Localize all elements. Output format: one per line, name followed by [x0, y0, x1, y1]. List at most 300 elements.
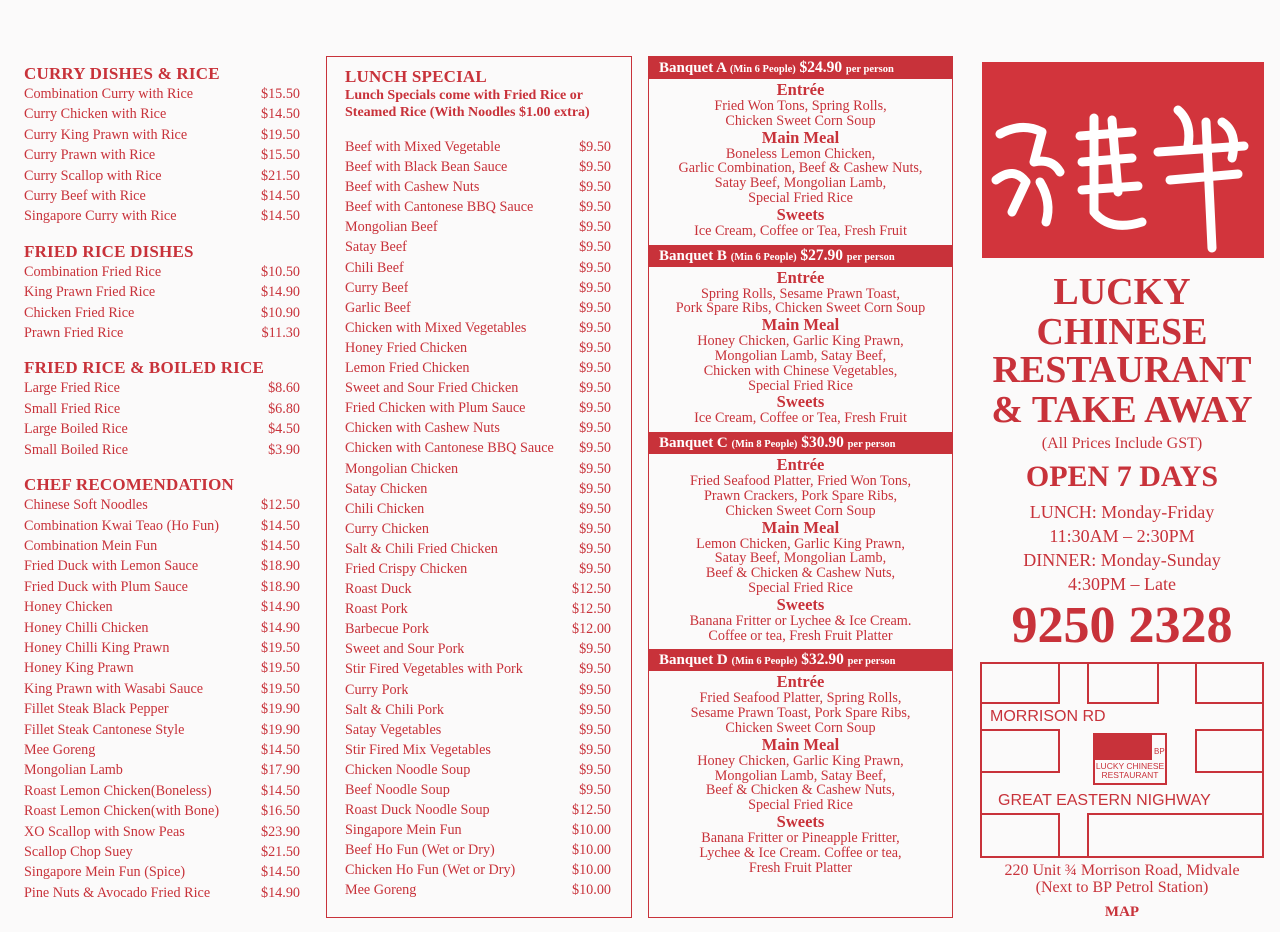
menu-item	[345, 217, 631, 237]
menu-item	[345, 418, 631, 438]
menu-item-name: Beef with Mixed Vegetable	[345, 139, 501, 155]
menu-item-price: $14.50	[260, 188, 300, 205]
menu-item	[345, 639, 631, 659]
menu-item-name: Curry Prawn with Rice	[24, 147, 156, 164]
banquet-course-title: Main Meal	[761, 127, 840, 147]
menu-item-price: $12.00	[571, 621, 611, 638]
menu-item	[24, 104, 300, 124]
banquet-price: $32.90	[801, 651, 844, 669]
menu-item-price: $9.50	[579, 540, 611, 557]
menu-item-price: $12.50	[571, 581, 611, 598]
menu-item-name: Curry Pork	[345, 681, 409, 698]
menu-item-name: Pine Nuts & Avocado Fried Rice	[24, 884, 211, 901]
menu-item	[24, 323, 300, 343]
banquet-course-line: Sesame Prawn Toast, Pork Spare Ribs,	[690, 705, 911, 722]
menu-item-price: $9.50	[579, 179, 611, 196]
banquet-course-title: Main Meal	[761, 315, 840, 335]
banquet-course-line: Boneless Lemon Chicken,	[725, 145, 876, 162]
menu-item	[345, 479, 631, 499]
lunch-hours: LUNCH: Monday-Friday	[1029, 502, 1215, 522]
menu-item-price: $19.50	[260, 126, 300, 143]
menu-item-name: Stir Fired Vegetables with Pork	[345, 661, 523, 678]
section-title: CHEF RECOMENDATION	[24, 475, 234, 495]
banquet-course-line: Fried Won Tons, Spring Rolls,	[714, 98, 887, 114]
menu-item-price: $9.50	[579, 560, 611, 577]
menu-item-name: Chicken with Cashew Nuts	[345, 420, 500, 437]
menu-item-name: Chili Beef	[345, 259, 404, 276]
banquet-box	[648, 56, 953, 918]
menu-item-price: $9.50	[579, 761, 611, 778]
menu-item	[345, 680, 631, 700]
menu-item	[345, 197, 631, 217]
banquet-section	[649, 57, 952, 245]
banquet-course-line: Coffee or tea, Fresh Fruit Platter	[708, 627, 893, 644]
menu-item-price: $19.50	[260, 680, 300, 697]
menu-item-name: Honey Chilli King Prawn	[24, 639, 170, 656]
banquet-min: (Min 8 People)	[731, 439, 798, 451]
banquet-body	[649, 671, 952, 881]
menu-item-name: Honey Fried Chicken	[345, 339, 468, 356]
menu-item-price: $10.00	[571, 882, 611, 899]
menu-item-name: Scallop Chop Suey	[24, 844, 133, 860]
menu-item-price: $14.90	[260, 599, 300, 616]
lunch-subtitle-line: Steamed Rice (With Noodles $1.00 extra)	[345, 105, 590, 120]
banquet-header	[649, 649, 952, 671]
banquet-course-title: Sweets	[776, 811, 825, 831]
menu-item-name: Beef Ho Fun (Wet or Dry)	[345, 842, 495, 859]
menu-item-name: Singapore Curry with Rice	[24, 208, 177, 225]
menu-item	[345, 258, 631, 278]
menu-item	[24, 720, 300, 740]
banquet-course-title: Sweets	[776, 392, 825, 412]
menu-item	[345, 358, 631, 378]
menu-item-name: Curry Beef	[345, 279, 409, 296]
banquet-course-title: Sweets	[776, 594, 825, 614]
menu-item-name: Roast Lemon Chicken(Boneless)	[24, 782, 212, 799]
menu-item	[345, 599, 631, 619]
menu-item-name: Sweet and Sour Pork	[345, 641, 465, 658]
menu-item	[345, 579, 631, 599]
menu-item-name: Beef with Cantonese BBQ Sauce	[345, 199, 534, 216]
banquet-course-line: Lemon Chicken, Garlic King Prawn,	[696, 535, 905, 552]
menu-item-price: $19.90	[260, 721, 300, 738]
menu-item-price: $9.50	[579, 440, 611, 457]
banquet-course-line: Banana Fritter or Pineapple Fritter,	[701, 829, 900, 846]
banquet-course-line: Satay Beef, Mongolian Lamb,	[714, 550, 887, 567]
section-title: CURRY DISHES & RICE	[24, 64, 220, 83]
menu-item-price: $12.50	[260, 497, 300, 514]
banquet-name: Banquet B	[659, 247, 727, 264]
phone-number[interactable]: 9250 2328	[1011, 597, 1233, 654]
banquet-course-line: Mongolian Lamb, Satay Beef,	[714, 767, 887, 784]
menu-item-name: Satay Vegetables	[345, 721, 442, 738]
address: 220 Unit ¾ Morrison Road, Midvale	[1004, 862, 1240, 879]
menu-item	[24, 303, 300, 323]
menu-item-price: $9.50	[579, 339, 611, 356]
section-curry	[24, 64, 300, 227]
banquet-header	[649, 245, 952, 267]
menu-item	[345, 740, 631, 760]
menu-item-price: $17.90	[260, 762, 300, 779]
menu-item-name: Chinese Soft Noodles	[24, 497, 148, 514]
menu-item-price: $4.50	[268, 421, 300, 438]
menu-item	[345, 840, 631, 860]
menu-item-price: $21.50	[260, 844, 300, 860]
menu-item-price: $6.80	[268, 400, 300, 417]
banquet-price: $24.90	[799, 59, 843, 76]
map-restaurant-line: LUCKY CHINESE	[1095, 761, 1165, 771]
banquet-course-line: Spring Rolls, Sesame Prawn Toast,	[701, 285, 900, 302]
banquet-name: Banquet A	[659, 60, 727, 76]
lunch-special-box	[326, 56, 632, 918]
banquet-course-line: Satay Beef, Mongolian Lamb,	[714, 175, 887, 192]
menu-item	[345, 659, 631, 679]
banquet-course-line: Honey Chicken, Garlic King Prawn,	[697, 752, 904, 769]
section-boiled-rice	[24, 358, 300, 460]
banquet-course-line: Special Fried Rice	[748, 377, 853, 394]
section-chef	[24, 475, 300, 903]
menu-item	[345, 298, 631, 318]
menu-item-name: Prawn Fried Rice	[24, 325, 124, 342]
menu-item-name: Singapore Mein Fun (Spice)	[24, 864, 186, 881]
menu-item-price: $9.50	[579, 360, 611, 377]
menu-item-price: $9.50	[579, 741, 611, 758]
menu-item-price: $12.50	[571, 802, 611, 819]
banquet-course-title: Entrée	[776, 80, 825, 99]
menu-item-price: $23.90	[260, 823, 300, 840]
menu-item-price: $3.90	[268, 441, 300, 458]
menu-item-name: Mongolian Lamb	[24, 762, 123, 779]
menu-item-name: Curry Chicken with Rice	[24, 106, 167, 123]
menu-item-price: $9.50	[579, 380, 611, 397]
menu-item-price: $9.50	[579, 199, 611, 216]
dinner-hours: DINNER: Monday-Sunday	[1023, 550, 1221, 570]
menu-item-price: $14.90	[260, 619, 300, 636]
menu-item	[24, 419, 300, 439]
restaurant-logo	[982, 62, 1264, 258]
menu-item-price: $9.50	[579, 480, 611, 497]
menu-item-name: Chili Chicken	[345, 500, 425, 517]
section-title: FRIED RICE & BOILED RICE	[24, 358, 265, 378]
menu-item-name: Stir Fired Mix Vegetables	[345, 741, 491, 758]
menu-item-name: Fried Chicken with Plum Sauce	[345, 400, 526, 417]
menu-item-price: $14.50	[260, 864, 300, 881]
map-diagram	[980, 662, 1264, 858]
banquet-min: (Min 6 People)	[730, 251, 797, 263]
brand-line: LUCKY	[1053, 271, 1191, 313]
menu-item-price: $9.50	[579, 319, 611, 336]
menu-item-name: Fillet Steak Cantonese Style	[24, 721, 185, 738]
menu-item-price: $18.90	[260, 578, 300, 595]
gst-note: (All Prices Include GST)	[1041, 435, 1203, 452]
location-map	[980, 662, 1264, 858]
menu-item	[24, 842, 300, 862]
menu-item-name: Singapore Mein Fun	[345, 822, 462, 839]
menu-item	[345, 880, 631, 900]
column-dishes	[24, 64, 300, 918]
menu-item-price: $9.50	[579, 239, 611, 256]
menu-item-name: Large Boiled Rice	[24, 421, 128, 438]
menu-item	[345, 700, 631, 720]
banquet-body	[649, 79, 952, 245]
address-note: (Next to BP Petrol Station)	[1035, 879, 1209, 896]
menu-item-name: Sweet and Sour Fried Chicken	[345, 380, 519, 397]
banquet-per: per person	[847, 439, 896, 451]
map-caption: MAP	[1104, 904, 1140, 920]
menu-item-name: Chicken Noodle Soup	[345, 761, 471, 778]
dinner-time: 4:30PM – Late	[1068, 574, 1176, 594]
menu-item-name: Satay Chicken	[345, 480, 428, 497]
menu-item	[24, 495, 300, 515]
banquet-per: per person	[847, 656, 896, 668]
banquet-course-line: Fresh Fruit Platter	[748, 859, 853, 876]
menu-item	[345, 278, 631, 298]
banquet-course-title: Entrée	[776, 267, 825, 287]
section-title: FRIED RICE DISHES	[24, 241, 194, 261]
menu-item-price: $10.00	[571, 862, 611, 879]
map-restaurant-line: RESTAURANT	[1101, 770, 1159, 780]
menu-item-price: $9.50	[579, 299, 611, 316]
banquet-course-line: Special Fried Rice	[748, 579, 853, 596]
lunch-subtitle	[345, 87, 631, 121]
section-title: LUNCH SPECIAL	[345, 67, 487, 86]
menu-item	[345, 720, 631, 740]
menu-item-name: Fillet Steak Black Pepper	[24, 701, 169, 718]
menu-item	[24, 781, 300, 801]
menu-item-price: $14.50	[260, 208, 300, 225]
menu-item	[345, 378, 631, 398]
menu-item-price: $15.50	[260, 147, 300, 164]
menu-item-name: Combination Curry with Rice	[24, 86, 194, 102]
menu-item	[345, 860, 631, 880]
banquet-body	[649, 267, 952, 433]
map-restaurant-label	[1094, 762, 1166, 780]
menu-item-name: Combination Mein Fun	[24, 537, 158, 554]
menu-item-name: Chicken with Mixed Vegetables	[345, 319, 527, 336]
menu-item-price: $10.90	[260, 304, 300, 321]
menu-item	[345, 760, 631, 780]
banquet-course-title: Entrée	[776, 455, 825, 475]
menu-item-name: Combination Fried Rice	[24, 263, 162, 280]
banquet-section	[649, 649, 952, 881]
menu-item	[24, 262, 300, 282]
menu-item-price: $15.50	[260, 86, 300, 102]
menu-item-price: $12.50	[571, 601, 611, 618]
menu-item-price: $9.50	[579, 782, 611, 798]
menu-item	[24, 883, 300, 903]
menu-item	[345, 820, 631, 840]
menu-item-name: King Prawn Fried Rice	[24, 284, 156, 301]
menu-item	[24, 679, 300, 699]
calligraphy-logo-icon	[982, 62, 1264, 258]
menu-item-price: $14.90	[260, 884, 300, 901]
menu-item	[24, 618, 300, 638]
menu-item	[24, 186, 300, 206]
menu-item	[345, 237, 631, 257]
banquet-min: (Min 6 People)	[729, 64, 796, 75]
menu-item	[24, 440, 300, 460]
banquet-course-line: Fried Seafood Platter, Fried Won Tons,	[690, 473, 911, 490]
brand-line: & TAKE AWAY	[991, 389, 1253, 431]
menu-item-name: Chicken Ho Fun (Wet or Dry)	[345, 862, 516, 879]
menu-item-price: $14.50	[260, 537, 300, 554]
banquet-header	[649, 57, 952, 79]
menu-item-price: $9.50	[579, 460, 611, 477]
menu-item-name: Curry Beef with Rice	[24, 188, 146, 205]
menu-item	[345, 800, 631, 820]
banquet-course-line: Chicken Sweet Corn Soup	[725, 112, 876, 129]
menu-item	[24, 166, 300, 186]
menu-item-price: $11.30	[261, 325, 300, 342]
banquet-per: per person	[845, 64, 894, 75]
menu-item-price: $9.50	[579, 219, 611, 236]
banquet-course-line: Lychee & Ice Cream. Coffee or tea,	[699, 844, 902, 861]
map-road-morrison: MORRISON RD	[990, 708, 1106, 725]
menu-item	[345, 519, 631, 539]
menu-item	[345, 459, 631, 479]
menu-item-price: $14.50	[260, 782, 300, 799]
menu-item	[345, 157, 631, 177]
banquet-course-title: Sweets	[776, 204, 825, 224]
menu-item-name: Curry Chicken	[345, 520, 429, 537]
menu-item	[24, 145, 300, 165]
menu-item	[345, 539, 631, 559]
menu-item	[24, 597, 300, 617]
menu-item-price: $19.90	[260, 701, 300, 718]
banquet-course-line: Special Fried Rice	[748, 797, 853, 814]
menu-item	[345, 438, 631, 458]
menu-item-name: Lemon Fried Chicken	[345, 360, 470, 377]
map-road-highway: GREAT EASTERN NIGHWAY	[998, 792, 1211, 809]
menu-item-name: Curry Scallop with Rice	[24, 167, 162, 184]
menu-item-name: Curry King Prawn with Rice	[24, 126, 188, 143]
banquet-body	[649, 454, 952, 649]
lunch-subtitle-line: Lunch Specials come with Fried Rice or	[345, 88, 583, 103]
menu-item-price: $9.50	[579, 681, 611, 698]
banquet-course-line: Ice Cream, Coffee or Tea, Fresh Fruit	[694, 222, 907, 239]
menu-item-name: Small Fried Rice	[24, 400, 121, 417]
menu-item	[24, 378, 300, 398]
menu-item-price: $9.50	[579, 500, 611, 517]
banquet-course-line: Prawn Crackers, Pork Spare Ribs,	[703, 487, 898, 504]
banquet-per: per person	[846, 251, 895, 263]
menu-item	[345, 137, 631, 157]
menu-item	[345, 559, 631, 579]
menu-item-name: Beef Noodle Soup	[345, 782, 450, 798]
menu-item-name: Honey Chilli Chicken	[24, 619, 149, 636]
banquet-course-line: Beef & Chicken & Cashew Nuts,	[705, 565, 896, 582]
menu-item	[345, 499, 631, 519]
brand-line: CHINESE	[1036, 311, 1208, 353]
menu-item-price: $8.60	[268, 380, 300, 397]
menu-item	[24, 801, 300, 821]
menu-item-name: Chicken Fried Rice	[24, 304, 135, 321]
menu-item-price: $14.50	[260, 741, 300, 758]
menu-item-price: $19.50	[260, 639, 300, 656]
banquet-course-line: Garlic Combination, Beef & Cashew Nuts,	[678, 160, 923, 177]
menu-item-name: Roast Duck Noodle Soup	[345, 802, 490, 819]
menu-item	[345, 780, 631, 800]
menu-item	[24, 699, 300, 719]
menu-item-name: Honey Chicken	[24, 599, 113, 616]
menu-item-name: Small Boiled Rice	[24, 441, 129, 458]
menu-item-name: Chicken with Cantonese BBQ Sauce	[345, 440, 554, 457]
menu-item-price: $9.50	[579, 159, 611, 176]
brand-line: RESTAURANT	[992, 349, 1252, 391]
menu-item	[24, 516, 300, 536]
menu-item-price: $9.50	[579, 661, 611, 678]
menu-item	[24, 658, 300, 678]
menu-item-price: $10.00	[571, 822, 611, 839]
section-fried-rice	[24, 242, 300, 344]
menu-item-price: $10.00	[571, 842, 611, 859]
menu-item-name: Fried Duck with Plum Sauce	[24, 578, 188, 595]
banquet-course-line: Chicken with Chinese Vegetables,	[703, 362, 898, 379]
menu-item-price: $9.50	[579, 259, 611, 276]
menu-item-name: Roast Duck	[345, 581, 412, 598]
menu-item-name: King Prawn with Wasabi Sauce	[24, 680, 204, 697]
menu-item	[24, 760, 300, 780]
menu-item-name: Salt & Chili Pork	[345, 701, 444, 718]
menu-item	[24, 577, 300, 597]
menu-item	[345, 398, 631, 418]
menu-item-price: $9.50	[579, 279, 611, 296]
menu-item	[345, 619, 631, 639]
menu-item-price: $10.50	[260, 263, 300, 280]
menu-item	[24, 638, 300, 658]
banquet-name: Banquet D	[659, 652, 728, 669]
menu-item-price: $9.50	[579, 701, 611, 718]
menu-item-name: Fried Crispy Chicken	[345, 560, 468, 577]
menu-item-price: $16.50	[260, 803, 300, 820]
banquet-section	[649, 432, 952, 649]
banquet-price: $27.90	[800, 246, 843, 264]
banquet-header	[649, 432, 952, 454]
menu-item-name: Mee Goreng	[24, 741, 96, 758]
lunch-time: 11:30AM – 2:30PM	[1049, 526, 1195, 546]
menu-item-price: $9.50	[579, 641, 611, 658]
menu-item-name: Roast Lemon Chicken(with Bone)	[24, 803, 220, 820]
menu-item	[345, 177, 631, 197]
open-days: OPEN 7 DAYS	[1025, 460, 1219, 493]
menu-item	[24, 399, 300, 419]
menu-item-name: Beef with Cashew Nuts	[345, 179, 480, 196]
menu-item-name: Beef with Black Bean Sauce	[345, 159, 508, 176]
menu-item-price: $19.50	[260, 660, 300, 677]
menu-item-price: $9.50	[579, 721, 611, 738]
menu-item	[24, 282, 300, 302]
menu-item	[345, 318, 631, 338]
menu-item-price: $9.50	[579, 139, 611, 155]
menu-item-price: $14.50	[260, 517, 300, 534]
menu-item-name: Roast Pork	[345, 601, 408, 618]
menu-item-price: $14.90	[260, 284, 300, 301]
banquet-price: $30.90	[801, 434, 844, 452]
menu-item	[345, 338, 631, 358]
menu-item-price: $9.50	[579, 520, 611, 537]
menu-item-name: Garlic Beef	[345, 299, 411, 316]
banquet-course-title: Main Meal	[761, 734, 840, 754]
banquet-section	[649, 245, 952, 433]
menu-item	[24, 822, 300, 842]
banquet-course-line: Chicken Sweet Corn Soup	[725, 502, 876, 519]
menu-item-price: $21.50	[260, 167, 300, 184]
menu-item-name: Mongolian Beef	[345, 219, 438, 236]
menu-item	[24, 862, 300, 882]
menu-item	[24, 536, 300, 556]
menu-item-name: Honey King Prawn	[24, 660, 134, 677]
menu-item-name: Barbecue Pork	[345, 621, 429, 638]
